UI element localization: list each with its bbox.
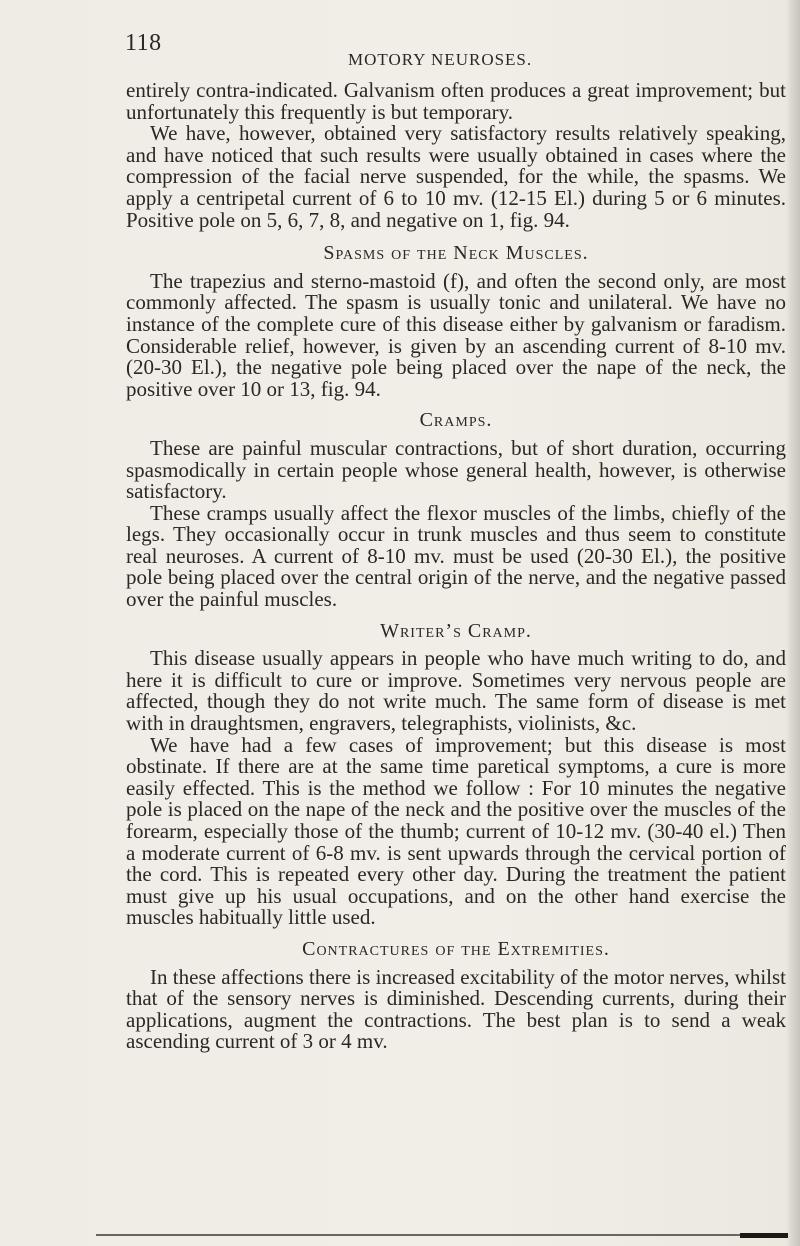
paragraph: The trapezius and sterno-mastoid (f), and often the second only, are most commonly affected. The spasm is usually tonic and unilateral. We have no instance of the complete cure of this disease either by galvanism or faradism. Considerable relief, however, is given by an ascending current of 8-10 mv. (20-30 El.), the negative pole being placed over the nape of the neck, the positive over 10 or 13, fig. 94. [126,268,786,401]
paragraph: We have, however, obtained very satisfactory results relatively speaking, and have noticed that such results were usually obtained in cases where the compression of the facial nerve suspended, for the while, the spasms. We apply a centripetal current of 6 to 10 mv. (12-15 El.) during 5 or 6 minutes. Positive pole on 5, 6, 7, 8, and negative on 1, fig. 94. [126,121,786,232]
paragraph: In these affections there is increased excitability of the motor nerves, whilst that of the sensory nerves is diminished. Descending currents, during their applications, augment the contractions. The best plan is to send a weak ascending current of 3 or 4 mv. [126,964,786,1054]
paragraph: We have had a few cases of improvement; but this disease is most obstinate. If there are at the same time paretical symptoms, a cure is more easily effected. This is the method we follow : For 10 minutes the negative pole is placed on the nape of the neck and the positive over the muscles of the forearm, especially those of the thumb; current of 10-12 mv. (30-40 el.) Then a moderate current of 6-8 mv. is sent upwards through the cervical portion of the cord. This is repeated every other day. During the treatment the patient must give up his usual occupations, and on the other hand exercise the muscles habitually little used. [126,732,786,930]
paragraph: These are painful muscular contractions, but of short duration, occurring spasmodically in certain people whose general health, however, is otherwise satisfactory. [126,435,786,504]
bottom-rule [96,1234,786,1236]
paragraph: This disease usually appears in people who have much writing to do, and here it is difficult to cure or improve. Sometimes very nervous people are affected, though they do not write much. The same form of disease is met with in draughtsmen, engravers, telegraphists, violinists, &c. [126,646,786,736]
page-edge-shadow [786,0,800,1246]
body-text [126,80,786,1053]
page-number: 118 [125,30,162,56]
section-heading-neck: Spasms of the Neck Muscles. [323,242,589,265]
paragraph: These cramps usually affect the flexor muscles of the limbs, chiefly of the legs. They occasionally occur in trunk muscles and thus seem to constitute real neuroses. A current of 8-10 mv. must be used (20-30 El.), the positive pole being placed over the central origin of the nerve, and the negative passed over the painful muscles. [126,500,786,612]
section-heading-cramps: Cramps. [419,409,493,432]
section-heading-contractures: Contractures of the Extremities. [302,937,610,960]
paragraph: entirely contra-indicated. Galvanism often produces a great improvement; but unfortunately this frequently is but temporary. [126,78,786,124]
running-head: MOTORY NEUROSES. [348,50,533,69]
bottom-rule-accent [740,1233,788,1238]
section-heading-writers-cramp: Writer’s Cramp. [380,619,532,642]
